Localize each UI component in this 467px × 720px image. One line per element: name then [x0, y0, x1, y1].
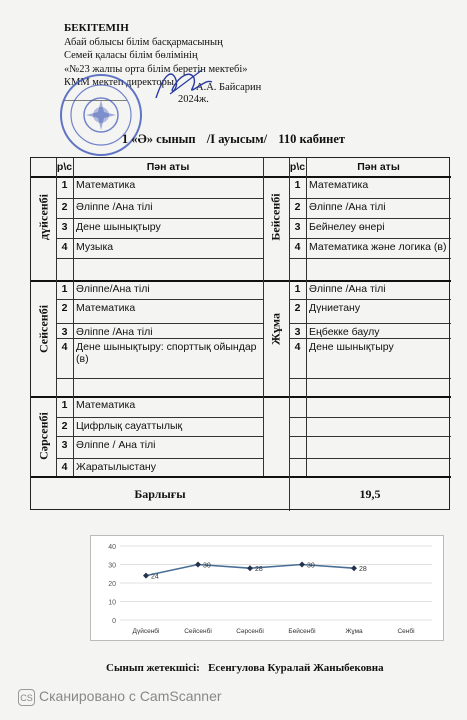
data-point	[247, 565, 253, 571]
lesson-number: 1	[61, 283, 68, 295]
data-point	[299, 562, 305, 568]
y-tick-label: 40	[108, 544, 116, 551]
day-label: Бейсенбі	[268, 193, 283, 241]
lesson-number: 2	[61, 420, 68, 432]
lesson-number: 2	[61, 302, 68, 314]
lesson-subject: Дүниетану	[309, 302, 361, 314]
lesson-subject: Математика	[76, 302, 136, 314]
data-label: 24	[151, 573, 159, 581]
col-header-num: р\с	[56, 161, 73, 173]
day-label: Сәрсенбі	[36, 412, 50, 460]
lesson-subject: Әліппе/Ана тілі	[76, 283, 150, 295]
lesson-subject: Музыка	[76, 241, 114, 253]
day-label: Жұма	[268, 313, 283, 345]
lesson-number: 4	[294, 241, 301, 253]
class-teacher-name: Есенгулова Куралай Жаныбековна	[208, 662, 384, 674]
lesson-number: 4	[61, 341, 68, 353]
x-tick-label: Сәрсенбі	[236, 628, 264, 635]
lesson-subject: Цифрлық сауаттылық	[76, 420, 183, 432]
col-header-subject: Пән аты	[146, 161, 190, 173]
lesson-number: 3	[294, 221, 301, 233]
data-point	[351, 565, 357, 571]
approval-line: КММ мектеп директоры	[64, 77, 174, 89]
lesson-subject: Дене шынықтыру	[76, 221, 161, 233]
x-tick-label: Бейсенбі	[288, 628, 316, 635]
signature-icon	[150, 64, 216, 104]
lesson-subject: Әліппе /Ана тілі	[309, 283, 386, 295]
camscanner-icon: CS	[18, 689, 35, 706]
x-tick-label: Сенбі	[397, 628, 415, 635]
approval-line: «№23 жалпы орта білім беретін мектебі»	[64, 63, 248, 75]
lesson-subject: Еңбекке баулу	[309, 326, 380, 338]
lesson-subject: Әліппе /Ана тілі	[76, 201, 153, 213]
data-label: 30	[203, 562, 211, 570]
y-tick-label: 30	[108, 562, 116, 570]
class-teacher	[106, 662, 384, 674]
col-header-num: р\с	[289, 161, 306, 173]
class-name: 1 «Ә» сынып	[121, 132, 196, 146]
lesson-subject: Бейнелеу өнері	[309, 221, 385, 233]
col-header-subject: Пән аты	[357, 161, 400, 173]
lesson-number: 3	[61, 326, 68, 338]
approval-line: ____________	[64, 90, 127, 102]
x-tick-label: Сейсенбі	[184, 628, 212, 635]
total-label: Барлығы	[134, 486, 186, 501]
y-tick-label: 0	[112, 618, 116, 625]
approval-heading: БЕКІТЕМІН	[64, 22, 129, 34]
lesson-subject: Әліппе /Ана тілі	[76, 326, 153, 338]
lesson-number: 4	[61, 241, 68, 253]
lesson-subject: Математика және логика (в)	[309, 241, 447, 253]
lesson-subject: Әліппе / Ана тілі	[76, 439, 156, 451]
class-teacher-label: Сынып жетекшісі:	[106, 662, 200, 674]
lesson-number: 3	[294, 326, 301, 338]
lesson-subject: Математика	[309, 179, 369, 191]
lesson-subject: Әліппе /Ана тілі	[309, 201, 386, 213]
total-value: 19,5	[359, 486, 381, 501]
lesson-number: 1	[294, 283, 301, 295]
room: 110 кабинет	[278, 132, 346, 146]
approval-line: Семей қаласы білім бөлімінің	[64, 50, 198, 62]
scanner-watermark	[18, 688, 222, 706]
data-label: 30	[307, 562, 315, 570]
lesson-subject: Дене шынықтыру	[309, 341, 394, 353]
y-tick-label: 20	[108, 581, 116, 588]
schedule-table	[30, 157, 450, 510]
lesson-subject: Дене шынықтыру: спорттық ойындар (в)	[76, 341, 257, 365]
lesson-number: 2	[294, 201, 301, 213]
data-point	[143, 573, 149, 579]
lesson-number: 1	[61, 399, 68, 411]
data-label: 28	[255, 566, 263, 574]
lessons-line-chart	[96, 540, 438, 640]
approval-line: Абай облысы білім басқармасының	[64, 36, 223, 48]
lesson-subject: Математика	[76, 179, 136, 191]
lesson-number: 4	[61, 461, 68, 473]
lesson-number: 4	[294, 341, 301, 353]
page-title	[0, 132, 467, 147]
y-tick-label: 10	[108, 599, 116, 607]
x-tick-label: Жұма	[345, 628, 363, 635]
approval-year: 2024ж.	[178, 94, 209, 105]
data-point	[195, 562, 201, 568]
shift: /І ауысым/	[206, 132, 268, 146]
lesson-subject: Жаратылыстану	[76, 461, 156, 473]
director-name: А.А. Байсарин	[196, 82, 262, 93]
lesson-number: 1	[294, 179, 301, 191]
lesson-number: 2	[61, 201, 68, 213]
lesson-number: 3	[61, 439, 68, 451]
lesson-subject: Математика	[76, 399, 136, 411]
data-label: 28	[359, 566, 367, 574]
lesson-number: 3	[61, 221, 68, 233]
day-label: Сейсенбі	[36, 304, 50, 354]
day-label: дүйсенбі	[36, 193, 50, 241]
x-tick-label: Дүйсенбі	[132, 628, 160, 635]
lesson-number: 1	[61, 179, 68, 191]
scanner-text: Сканировано с CamScanner	[39, 688, 222, 704]
lesson-number: 2	[294, 302, 301, 314]
